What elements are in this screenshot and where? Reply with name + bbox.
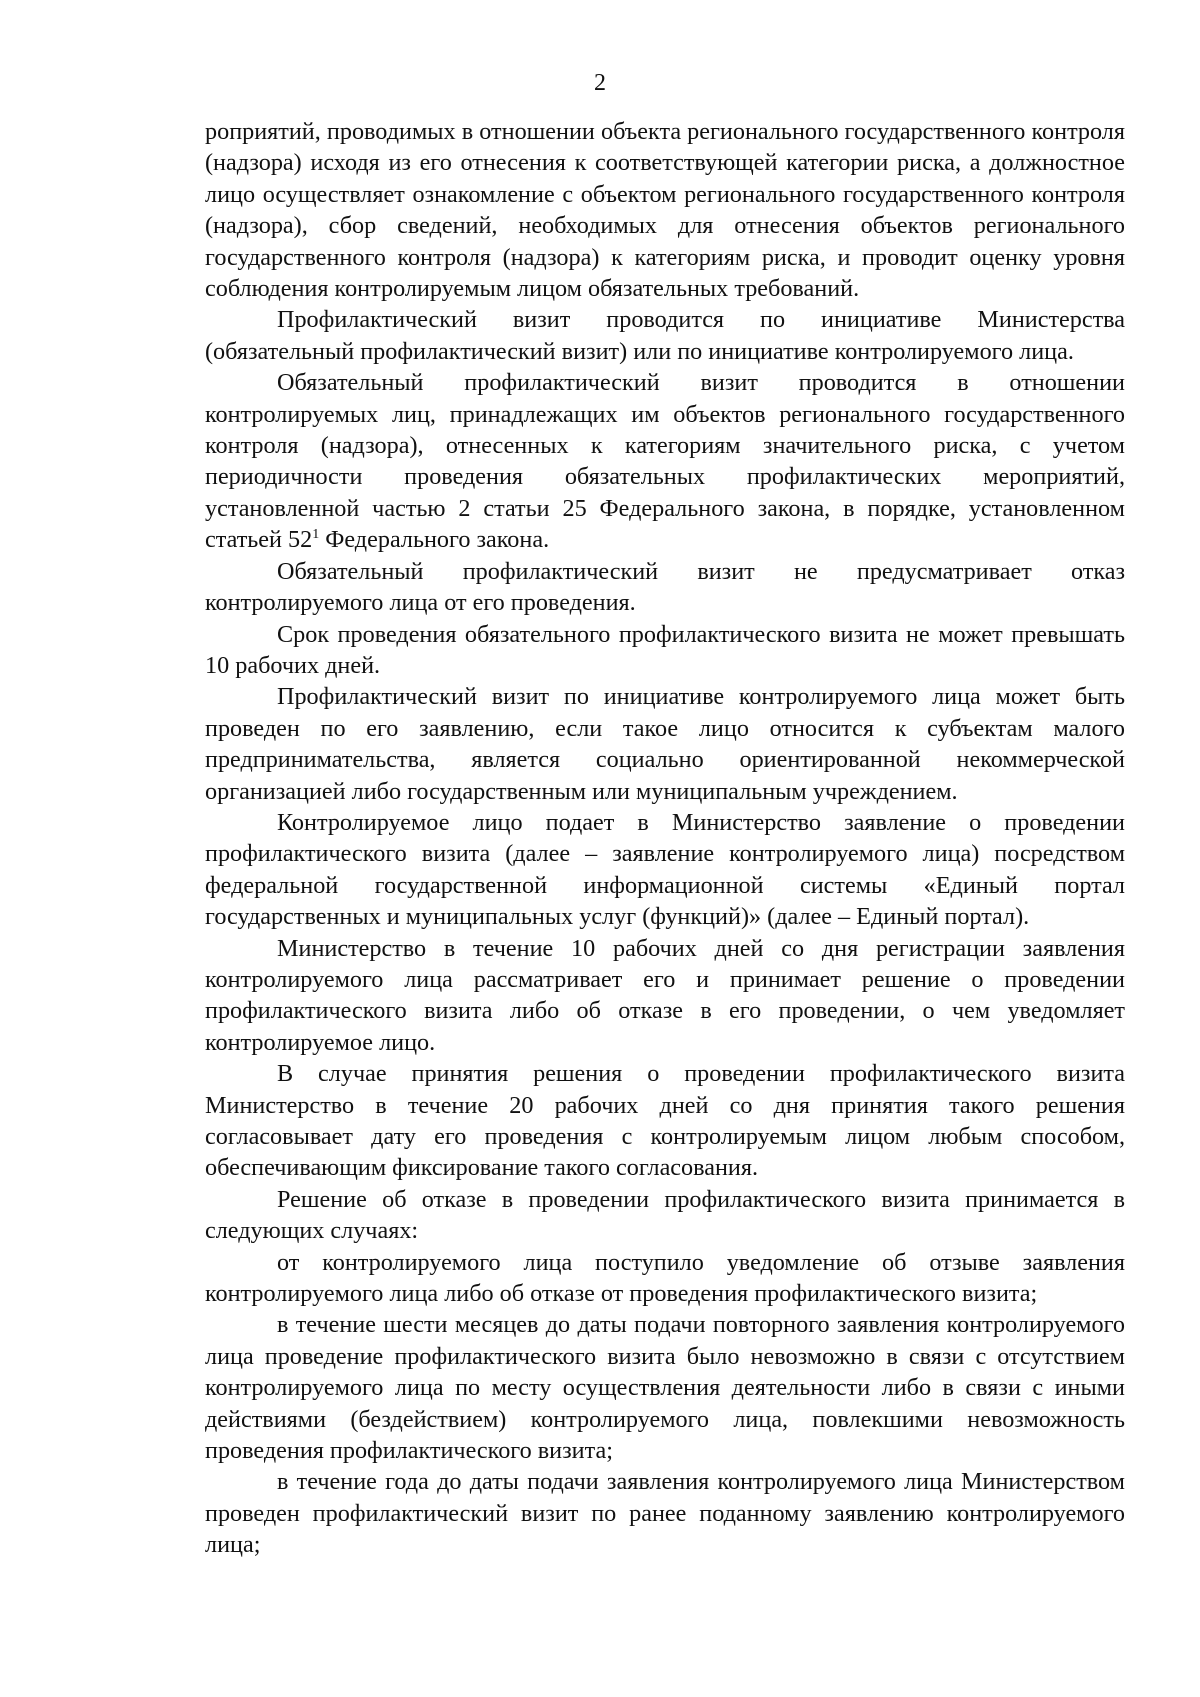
paragraph-duration: Срок проведения обязательного профилактического визита не может превышать 10 рабочих дней. xyxy=(205,620,1125,679)
paragraph-ministry-review: Министерство в течение 10 рабочих дней со дня регистрации заявления контролируемого лица рассматривает его и принимает решение о проведении профилактического визита либо об отказе в его проведении, о чем уведомляет контролируемое лицо. xyxy=(205,934,1125,1056)
paragraph-refusal-cases: Решение об отказе в проведении профилактического визита принимается в следующих случаях: xyxy=(205,1185,1125,1245)
paragraph-visit-initiative: Профилактический визит проводится по инициативе Министерства (обязательный профилактический визит) или по инициативе контролируемого лица. xyxy=(205,306,1125,365)
list-item-withdrawal: от контролируемого лица поступило уведомление об отзыве заявления контролируемого лица либо об отказе от проведения профилактического визита; xyxy=(205,1248,1125,1308)
document-body xyxy=(205,116,1125,1561)
paragraph-mandatory-visit-tail: Федерального закона. xyxy=(319,526,550,554)
paragraph-continuation: роприятий, проводимых в отношении объекта регионального государственного контроля (надзора) исходя из его отнесения к соответствующей категории риска, а должностное лицо осуществляет ознакомление с объектом регионального государственного контроля (надзора), сбор сведений, необходимых для отнесения объектов регионального государственного контроля (надзора) к категориям риска, и проводит оценку уровня соблюдения контролируемым лицом обязательных требований. xyxy=(205,118,1125,303)
paragraph-date-agreement: В случае принятия решения о проведении профилактического визита Министерство в течение 20 рабочих дней со дня принятия такого решения согласовывает дату его проведения с контролируемым лицом любым способом, обеспечивающим фиксирование такого согласования. xyxy=(205,1060,1125,1182)
paragraph-application-submission: Контролируемое лицо подает в Министерство заявление о проведении профилактического визита (далее – заявление контролируемого лица) посредством федеральной государственной информационной системы «Единый портал государственных и муниципальных услуг (функций)» (далее – Единый портал). xyxy=(205,808,1125,931)
paragraph-no-refusal: Обязательный профилактический визит не предусматривает отказ контролируемого лица от его проведения. xyxy=(205,557,1125,617)
footnote-superscript: 1 xyxy=(312,527,320,543)
paragraph-mandatory-visit-text: Обязательный профилактический визит проводится в отношении контролируемых лиц, принадлежащих им объектов регионального государственного контроля (надзора), отнесенных к категориям значительного риска, с учетом периодичности проведения обязательных профилактических мероприятий, установленной частью 2 статьи 25 Федерального закона, в порядке, установленном статьей 52 xyxy=(205,369,1125,554)
paragraph-mandatory-visit xyxy=(205,367,1125,555)
page-number: 2 xyxy=(594,70,606,96)
paragraph-initiative-application: Профилактический визит по инициативе контролируемого лица может быть проведен по его заявлению, если такое лицо относится к субъектам малого предпринимательства, является социально ориентированной некоммерческой организацией либо государственным или муниципальным учреждением. xyxy=(205,683,1125,805)
list-item-six-months: в течение шести месяцев до даты подачи повторного заявления контролируемого лица проведение профилактического визита было невозможно в связи с отсутствием контролируемого лица по месту осуществления деятельности либо в связи с иными действиями (бездействием) контролируемого лица, повлекшими невозможность проведения профилактического визита; xyxy=(205,1311,1125,1465)
list-item-within-year: в течение года до даты подачи заявления контролируемого лица Министерством проведен профилактический визит по ранее поданному заявлению контролируемого лица; xyxy=(205,1468,1125,1559)
